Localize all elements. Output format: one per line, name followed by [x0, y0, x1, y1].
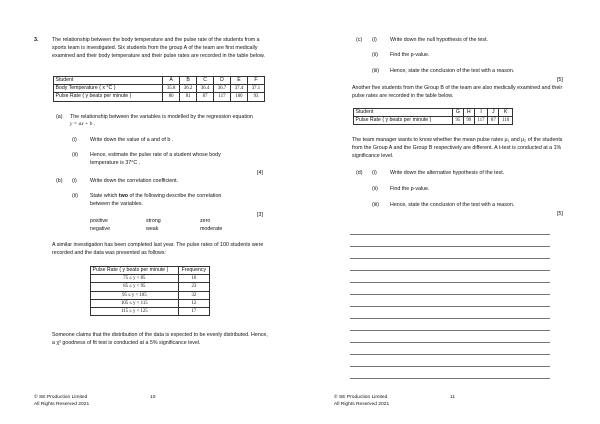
table-row [54, 85, 265, 93]
part-d-marks: [5] [557, 211, 563, 217]
table-cell: 87 [488, 117, 499, 125]
part-b-i-label: (i) [72, 178, 77, 184]
table-cell: 115 ≤ y < 125 [91, 307, 179, 315]
table-cell: 110 [499, 117, 513, 125]
table-cell: 23 [178, 283, 209, 291]
table-row [354, 117, 513, 125]
table-cell: 32 [178, 291, 209, 299]
table-cell: C [197, 77, 214, 85]
table-cell: I [474, 109, 488, 117]
part-a-marks: [4] [257, 170, 263, 176]
table-row [91, 275, 210, 283]
part-c-i-text: Write down the null hypothesis of the test. [390, 37, 488, 43]
table-cell: H [463, 109, 474, 117]
part-c-iii-text: Hence, state the conclusion of the test with a reason. [390, 68, 515, 74]
part-c-ii-text: Find the p-value. [390, 52, 430, 58]
table-cell: 93 [247, 93, 264, 101]
body-temperature-table [53, 76, 265, 102]
table-row [54, 93, 265, 101]
table-header: Frequency [178, 267, 209, 275]
page-number: 10 [150, 395, 156, 400]
regression-equation: y = ax + b . [70, 121, 96, 127]
word-weak: weak [146, 226, 159, 232]
part-a-text: The relationship between the variables is modelled by the regression equation [70, 114, 253, 120]
table-cell: 16 [178, 275, 209, 283]
answer-line[interactable] [350, 306, 550, 307]
part-d-ii-text: Find the p-value. [390, 186, 430, 192]
word-negative: negative [90, 226, 111, 232]
table-cell: B [180, 77, 197, 85]
table-cell: E [231, 77, 248, 85]
table-row [54, 77, 265, 85]
part-c-marks: [5] [557, 77, 563, 83]
part-b-ii-label: (ii) [72, 193, 78, 199]
part-a-ii-label: (ii) [72, 152, 78, 158]
table-cell: 117 [474, 117, 488, 125]
answer-line[interactable] [350, 354, 550, 355]
question-intro: The relationship between the body temperature and the pulse rate of the students from a sports team is investigated. Six students from the group A of the team are first medically examined and their body temperature and their pulse rates are recorded in the table below. [52, 37, 265, 59]
table-cell: 75 ≤ y < 85 [91, 275, 179, 283]
part-b-ii-text: State which two of the following describe the correlation between the variables. [90, 193, 222, 207]
table-header: Pulse Rate ( y beats per minute ) [91, 267, 179, 275]
table-cell: F [247, 77, 264, 85]
table-cell: 81 [180, 93, 197, 101]
table-cell: A [163, 77, 180, 85]
group-b-table [353, 108, 513, 125]
page-number: 11 [450, 395, 456, 400]
answer-line[interactable] [350, 282, 550, 283]
table-row [91, 299, 210, 307]
part-d-iii-label: (iii) [372, 202, 380, 208]
answer-line[interactable] [350, 270, 550, 271]
table-cell: G [452, 109, 463, 117]
part-a-i-label: (i) [72, 137, 77, 143]
part-d-i-text: Write down the alternative hypothesis of the test. [390, 170, 505, 176]
table-cell: 105 ≤ y < 115 [91, 299, 179, 307]
answer-line[interactable] [350, 246, 550, 247]
part-b-label: (b) [56, 178, 63, 184]
table-cell: D [214, 77, 231, 85]
right-page [300, 0, 600, 424]
footer-company: © SE Production Limited [334, 395, 388, 400]
table-cell: Student [354, 109, 453, 117]
team-manager-text: The team manager wants to know whether the mean pulse rates μ₁ and μ₂ of the students from the Group A and the Group B respectively are different. A t-test is conducted at a 1% significance level. [352, 137, 563, 159]
part-d-i-label: (i) [372, 170, 377, 176]
table-cell: 117 [214, 93, 231, 101]
similar-investigation-text: A similar investigation has been completed last year. The pulse rates of 100 students were recorded and the data was presented as follows: [52, 242, 264, 256]
part-a-label: (a) [56, 114, 63, 120]
table-row [91, 291, 210, 299]
part-c-ii-label: (ii) [372, 52, 378, 58]
another-students-text: Another five students from the Group B of the team are also medically examined and their pulse rates are recorded in the table below. [352, 85, 563, 99]
table-cell: J [488, 109, 499, 117]
table-cell: 35.8 [163, 85, 180, 93]
part-c-i-label: (i) [372, 37, 377, 43]
table-cell: 36.2 [180, 85, 197, 93]
table-cell: Body Temperature ( x °C ) [54, 85, 163, 93]
table-cell: 12 [178, 299, 209, 307]
answer-line[interactable] [350, 366, 550, 367]
table-cell: K [499, 109, 513, 117]
answer-line[interactable] [350, 378, 550, 379]
table-row [91, 283, 210, 291]
table-cell: 37.1 [247, 85, 264, 93]
table-cell: 36.7 [214, 85, 231, 93]
table-cell: 36.4 [197, 85, 214, 93]
part-a-i-text: Write down the value of a and of b . [90, 137, 174, 143]
question-number: 3. [34, 37, 39, 43]
part-c-label: (c) [356, 37, 363, 43]
part-b-i-text: Write down the correlation coefficient. [90, 178, 179, 184]
table-cell: 87 [197, 93, 214, 101]
part-d-iii-text: Hence, state the conclusion of the test with a reason. [390, 202, 515, 208]
table-cell: 99 [463, 117, 474, 125]
word-zero: zero [200, 218, 211, 224]
table-cell: 95 ≤ y < 105 [91, 291, 179, 299]
part-c-iii-label: (iii) [372, 68, 380, 74]
word-strong: strong [146, 218, 161, 224]
part-b-marks: [3] [257, 212, 263, 218]
table-cell: 80 [163, 93, 180, 101]
footer-company: © SE Production Limited [34, 395, 88, 400]
table-cell: 17 [178, 307, 209, 315]
table-cell: 100 [231, 93, 248, 101]
table-row [91, 307, 210, 315]
footer-rights: All Rights Reserved 2021 [334, 402, 390, 407]
table-row [91, 267, 210, 275]
answer-line[interactable] [350, 342, 550, 343]
table-cell: 85 ≤ y < 95 [91, 283, 179, 291]
part-a-ii-text: Hence, estimate the pulse rate of a student whose body temperature is 37°C . [90, 152, 221, 166]
footer-rights: All Rights Reserved 2021 [34, 402, 90, 407]
table-cell: 95 [452, 117, 463, 125]
answer-line[interactable] [350, 330, 550, 331]
part-d-label: (d) [356, 170, 363, 176]
answer-line[interactable] [350, 294, 550, 295]
word-moderate: moderate [200, 226, 223, 232]
answer-line[interactable] [350, 234, 550, 235]
claim-text: Someone claims that the distribution of the data is expected to be evenly distributed. Hence, a χ² goodness of fit test is conducted at a 5% significance level. [52, 332, 268, 346]
frequency-table [90, 266, 210, 316]
part-d-ii-label: (ii) [372, 186, 378, 192]
table-cell: Pulse Rate ( y beats per minute ) [354, 117, 453, 125]
table-cell: Pulse Rate ( y beats per minute ) [54, 93, 163, 101]
table-row [354, 109, 513, 117]
table-cell: 37.4 [231, 85, 248, 93]
answer-line[interactable] [350, 318, 550, 319]
answer-line[interactable] [350, 258, 550, 259]
table-cell: Student [54, 77, 163, 85]
word-positive: positive [90, 218, 108, 224]
